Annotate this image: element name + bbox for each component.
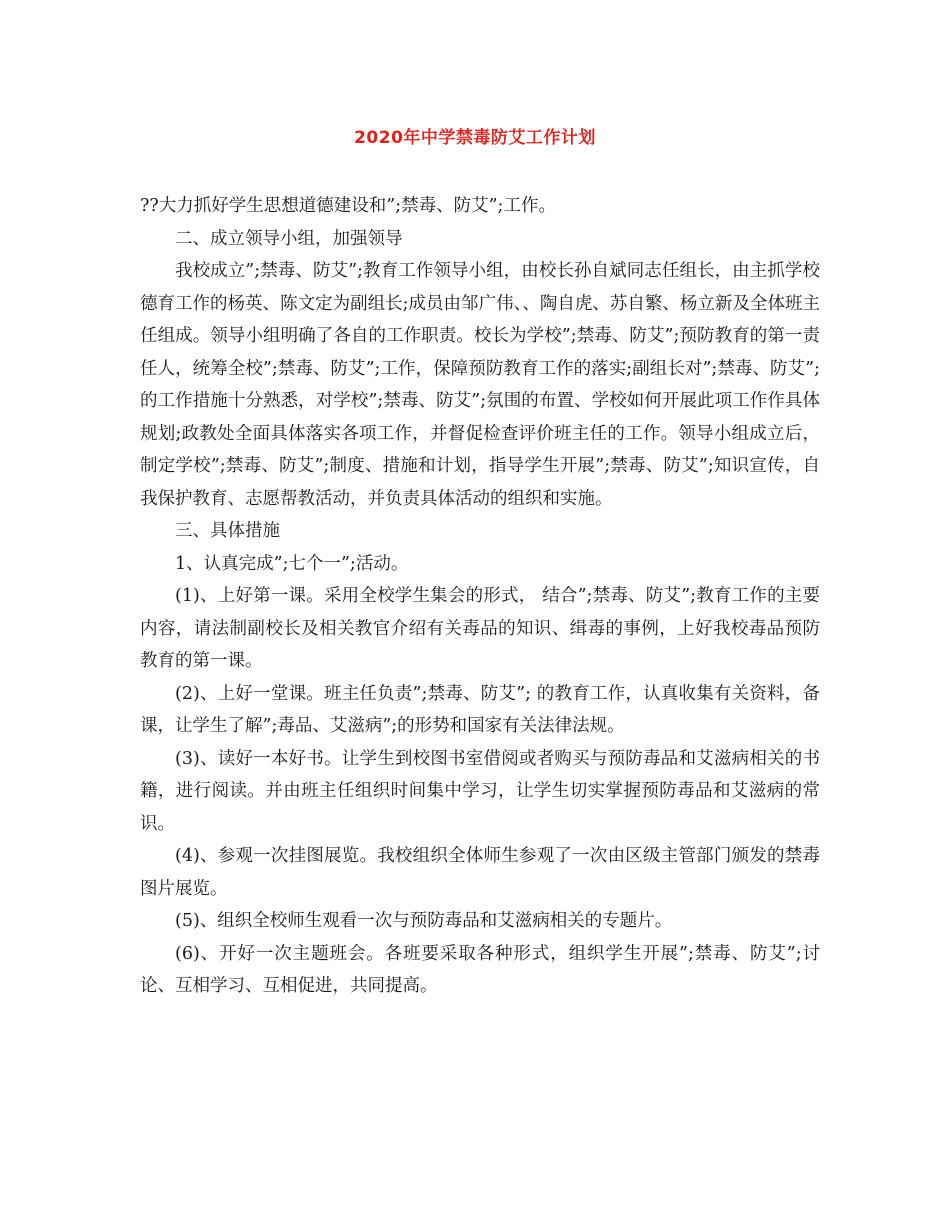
list-item-3: (3)、读好一本好书。让学生到校图书室借阅或者购买与预防毒品和艾滋病相关的书籍，进行阅读。并由班主任组织时间集中学习，让学生切实掌握预防毒品和艾滋病的常识。 [140,748,820,834]
list-item-6: (6)、开好一次主题班会。各班要采取各种形式，组织学生开展”;禁毒、防艾”;讨论、互相学习、互相促进，共同提高。 [140,943,820,996]
section-heading-measures: 三、具体措施 [175,521,280,541]
section-heading-leadership: 二、成立领导小组，加强领导 [175,228,403,249]
list-item-1: (1)、上好第一课。采用全校学生集会的形式， 结合”;禁毒、防艾”;教育工作的主要内容，请法制副校长及相关教官介绍有关毒品的知识、缉毒的事例，上好我校毒品预防教育的第一课。 [140,586,820,671]
list-item-2: (2)、上好一堂课。班主任负责”;禁毒、防艾”; 的教育工作，认真收集有关资料，备课，让学生了解”;毒品、艾滋病”;的形势和国家有关法律法规。 [140,683,820,736]
list-item-4: (4)、参观一次挂图展览。我校组织全体师生参观了一次由区级主管部门颁发的禁毒图片展览。 [140,846,820,899]
paragraph-intro: ??大力抓好学生思想道德建设和”;禁毒、防艾”;工作。 [140,196,556,216]
paragraph-leadership: 我校成立”;禁毒、防艾”;教育工作领导小组，由校长孙自斌同志任组长，由主抓学校德育工作的杨英、陈文定为副组长;成员由邹广伟、、陶自虎、苏自繁、杨立新及全体班主任组成。领导小组明确了各自的工作职责。校长为学校”;禁毒、防艾”;预防教育的第一责任人，统筹全校”;禁毒、防艾”;工作，保障预防教育工作的落实;副组长对”;禁毒、防艾”; 的工作措施十分熟悉，对学校”;禁毒、防艾”;氛围的布置、学校如何开展此项工作作具体规划;政教处全面具体落实各项工作，并督促检查评价班主任的工作。领导小组成立后，制定学校”;禁毒、防艾”;制度、措施和计划，指导学生开展”;禁毒、防艾”;知识宣传，自我保护教育、志愿帮教活动，并负责具体活动的组织和实施。 [140,261,820,509]
list-item-5: (5)、组织全校师生观看一次与预防毒品和艾滋病相关的专题片。 [175,911,673,931]
document-title: 2020年中学禁毒防艾工作计划 [354,128,596,148]
subheading-seven-ones: 1、认真完成”;七个一”;活动。 [175,553,409,574]
document-body [140,190,820,1003]
